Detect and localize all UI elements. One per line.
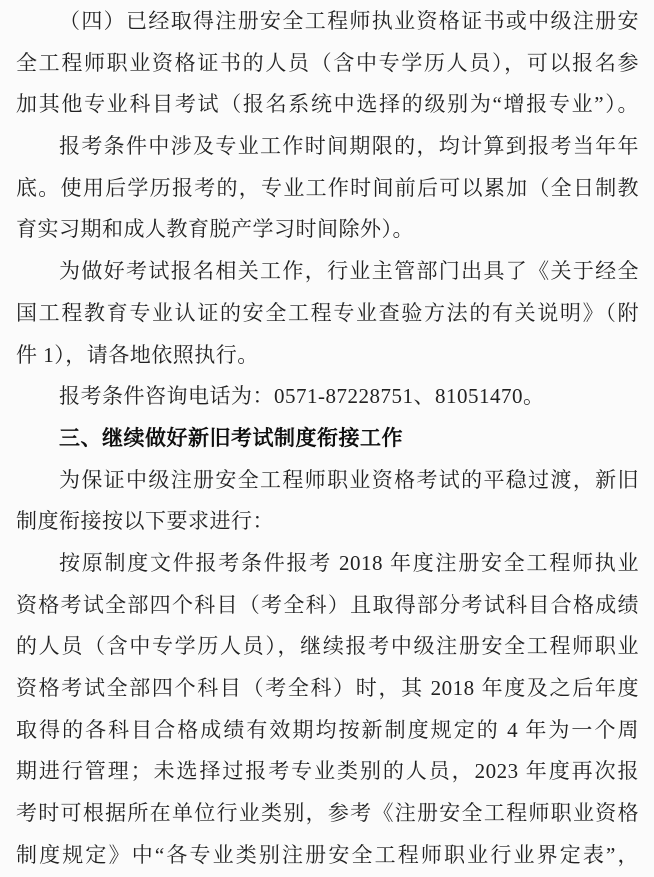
text-line: 国工程教育专业认证的安全工程专业查验方法的有关说明》（附 [16,300,639,325]
text-line: 考时可根据所在单位行业类别，参考《注册安全工程师职业资格 [16,801,639,826]
text-line: 的人员（含中专学历人员），继续报考中级注册安全工程师职业 [16,634,639,659]
text-line: 件 1），请各地依照执行。 [16,342,259,367]
text-line: 底。使用后学历报考的，专业工作时间前后可以累加（全日制教 [16,175,639,200]
text-line: 育实习期和成人教育脱产学习时间除外）。 [16,217,414,242]
text-line: 报考条件中涉及专业工作时间期限的，均计算到报考当年年 [59,134,639,159]
text-line: （四）已经取得注册安全工程师执业资格证书或中级注册安 [59,9,639,33]
text-line: 取得的各科目合格成绩有效期均按新制度规定的 4 年为一个周 [16,717,639,742]
text-line: 制度规定》中“各专业类别注册安全工程师职业行业界定表”， [16,842,639,867]
text-line: 报考条件咨询电话为：0571-87228751、81051470。 [59,384,545,409]
text-line: 加其他专业科目考试（报名系统中选择的级别为“增报专业”）。 [16,92,639,117]
text-line: 资格考试全部四个科目（考全科）且取得部分考试科目合格成绩 [16,592,639,617]
text-line: 期进行管理；未选择过报考专业类别的人员，2023 年度再次报 [16,759,639,784]
text-line: 全工程师职业资格证书的人员（含中专学历人员），可以报名参 [16,50,639,75]
text-line: 按原制度文件报考条件报考 2018 年度注册安全工程师执业 [59,550,639,575]
text-line: 为做好考试报名相关工作，行业主管部门出具了《关于经全 [59,259,639,284]
text-line: 为保证中级注册安全工程师职业资格考试的平稳过渡，新旧 [59,467,639,492]
text-line: 资格考试全部四个科目（考全科）时，其 2018 年度及之后年度 [16,676,639,700]
section-heading: 三、继续做好新旧考试制度衔接工作 [59,426,403,450]
text-line: 制度衔接按以下要求进行： [16,509,274,534]
